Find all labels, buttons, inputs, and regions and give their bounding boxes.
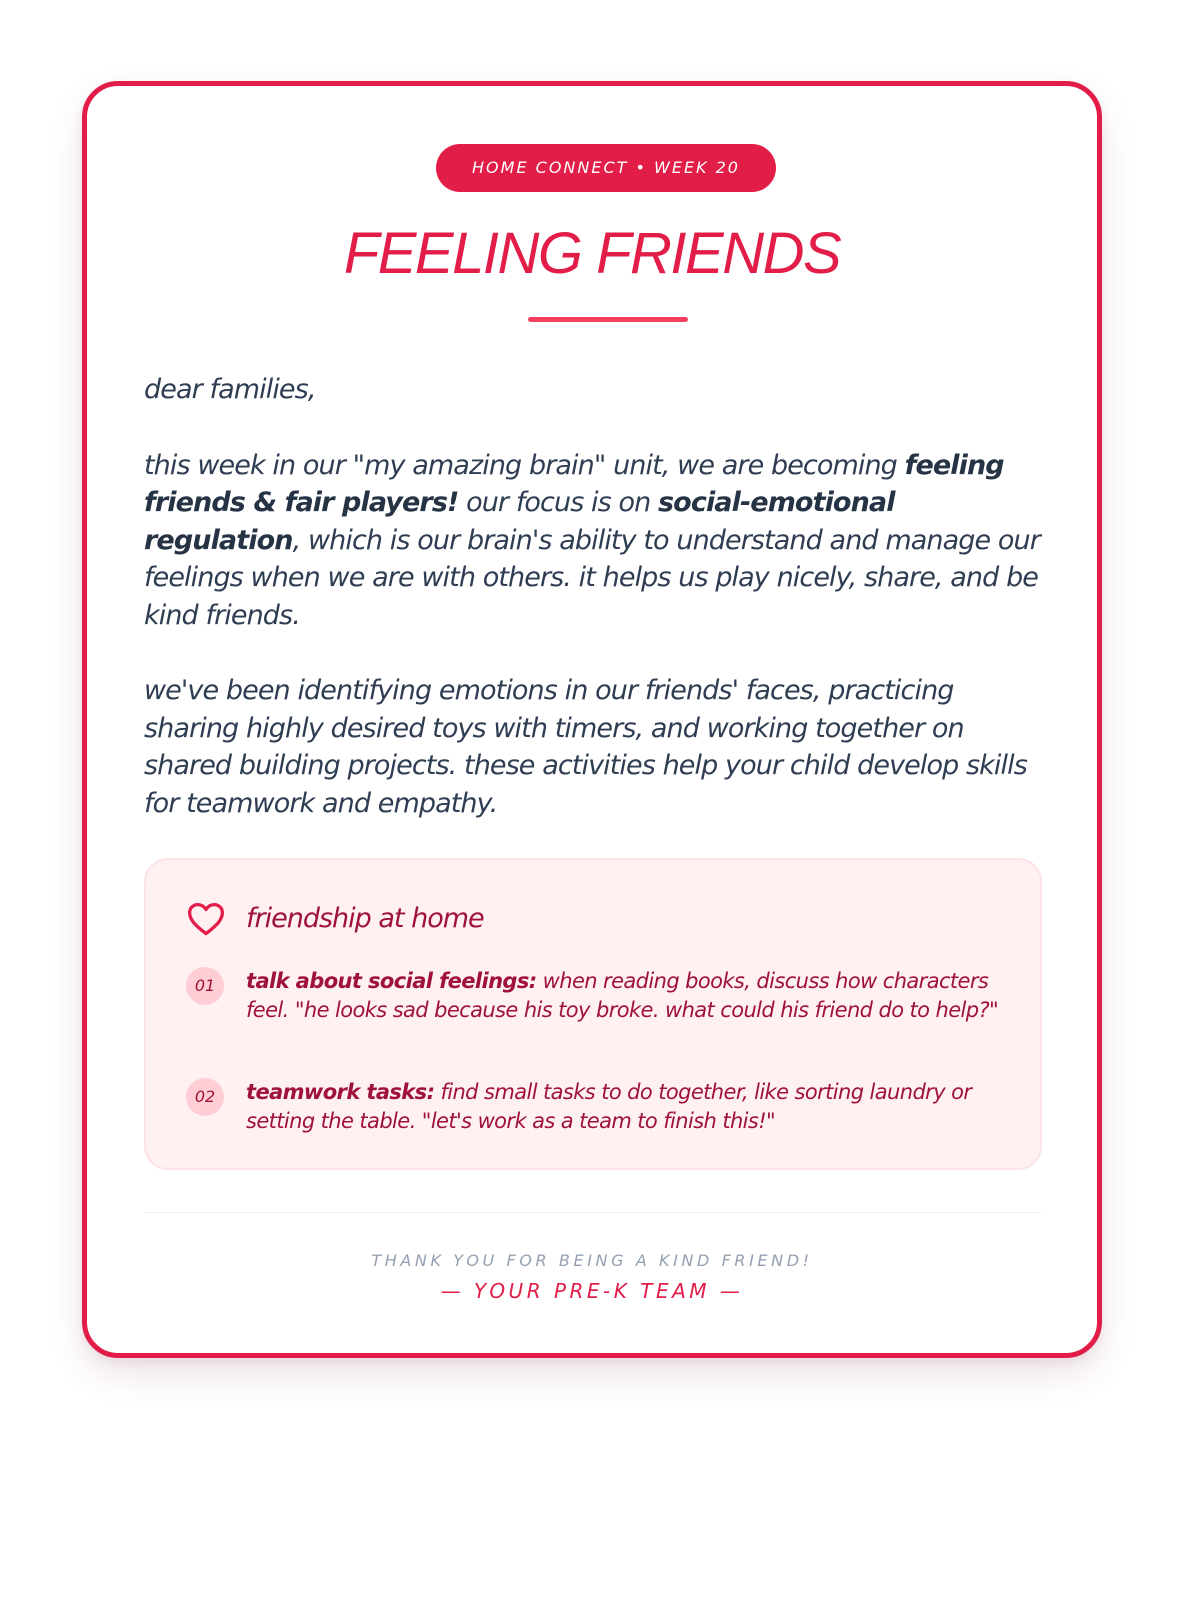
p1-text-e: , which is our brain's ability to understand and manage our feelings when we are with others. it helps us play nicely, share, and be kind friends. [144, 524, 1040, 631]
newsletter-card [82, 81, 1102, 1358]
letter-paragraph-2: we've been identifying emotions in our friends' faces, practicing sharing highly desired toys with timers, and working together on shared building projects. these activities help your child develop skills for teamwork and empathy. [144, 675, 1027, 819]
tip-text [246, 1078, 1006, 1136]
tips-box [144, 858, 1042, 1170]
footer-thanks: THANK YOU FOR BEING A KIND FRIEND! [371, 1251, 813, 1270]
tip-body: find small tasks to do together, like sorting laundry or setting the table. "let's work as a team to finish this!" [246, 1080, 972, 1133]
p1-bold-feeling-friends: feeling friends & fair players! [144, 449, 1004, 518]
p1-text-c: our focus is on [458, 487, 659, 518]
heart-icon [186, 900, 226, 936]
title-underline [528, 317, 688, 322]
tip-label: talk about social feelings: [246, 969, 537, 993]
footer-signature: — YOUR PRE-K TEAM — [440, 1279, 744, 1303]
letter-greeting: dear families, [144, 374, 316, 405]
tip-body: when reading books, discuss how characters feel. "he looks sad because his toy broke. what could his friend do to help?" [246, 969, 999, 1022]
tip-item [186, 1078, 1006, 1136]
tip-number: 01 [186, 967, 224, 1005]
p1-text-a: this week in our "my amazing brain" unit, we are becoming [144, 449, 905, 481]
footer-divider [144, 1212, 1042, 1213]
week-badge: HOME CONNECT • WEEK 20 [436, 144, 776, 192]
p1-bold-regulation: social-emotional regulation [144, 487, 895, 556]
tip-label: teamwork tasks: [246, 1080, 435, 1104]
tip-text [246, 967, 1006, 1025]
page-title: FEELING FRIENDS [343, 221, 841, 286]
tips-title: friendship at home [246, 902, 484, 934]
letter-body [144, 371, 1044, 860]
tip-number: 02 [186, 1078, 224, 1116]
tips-heading [186, 898, 484, 938]
tip-item [186, 967, 1006, 1025]
letter-paragraph-1 [144, 447, 1044, 635]
